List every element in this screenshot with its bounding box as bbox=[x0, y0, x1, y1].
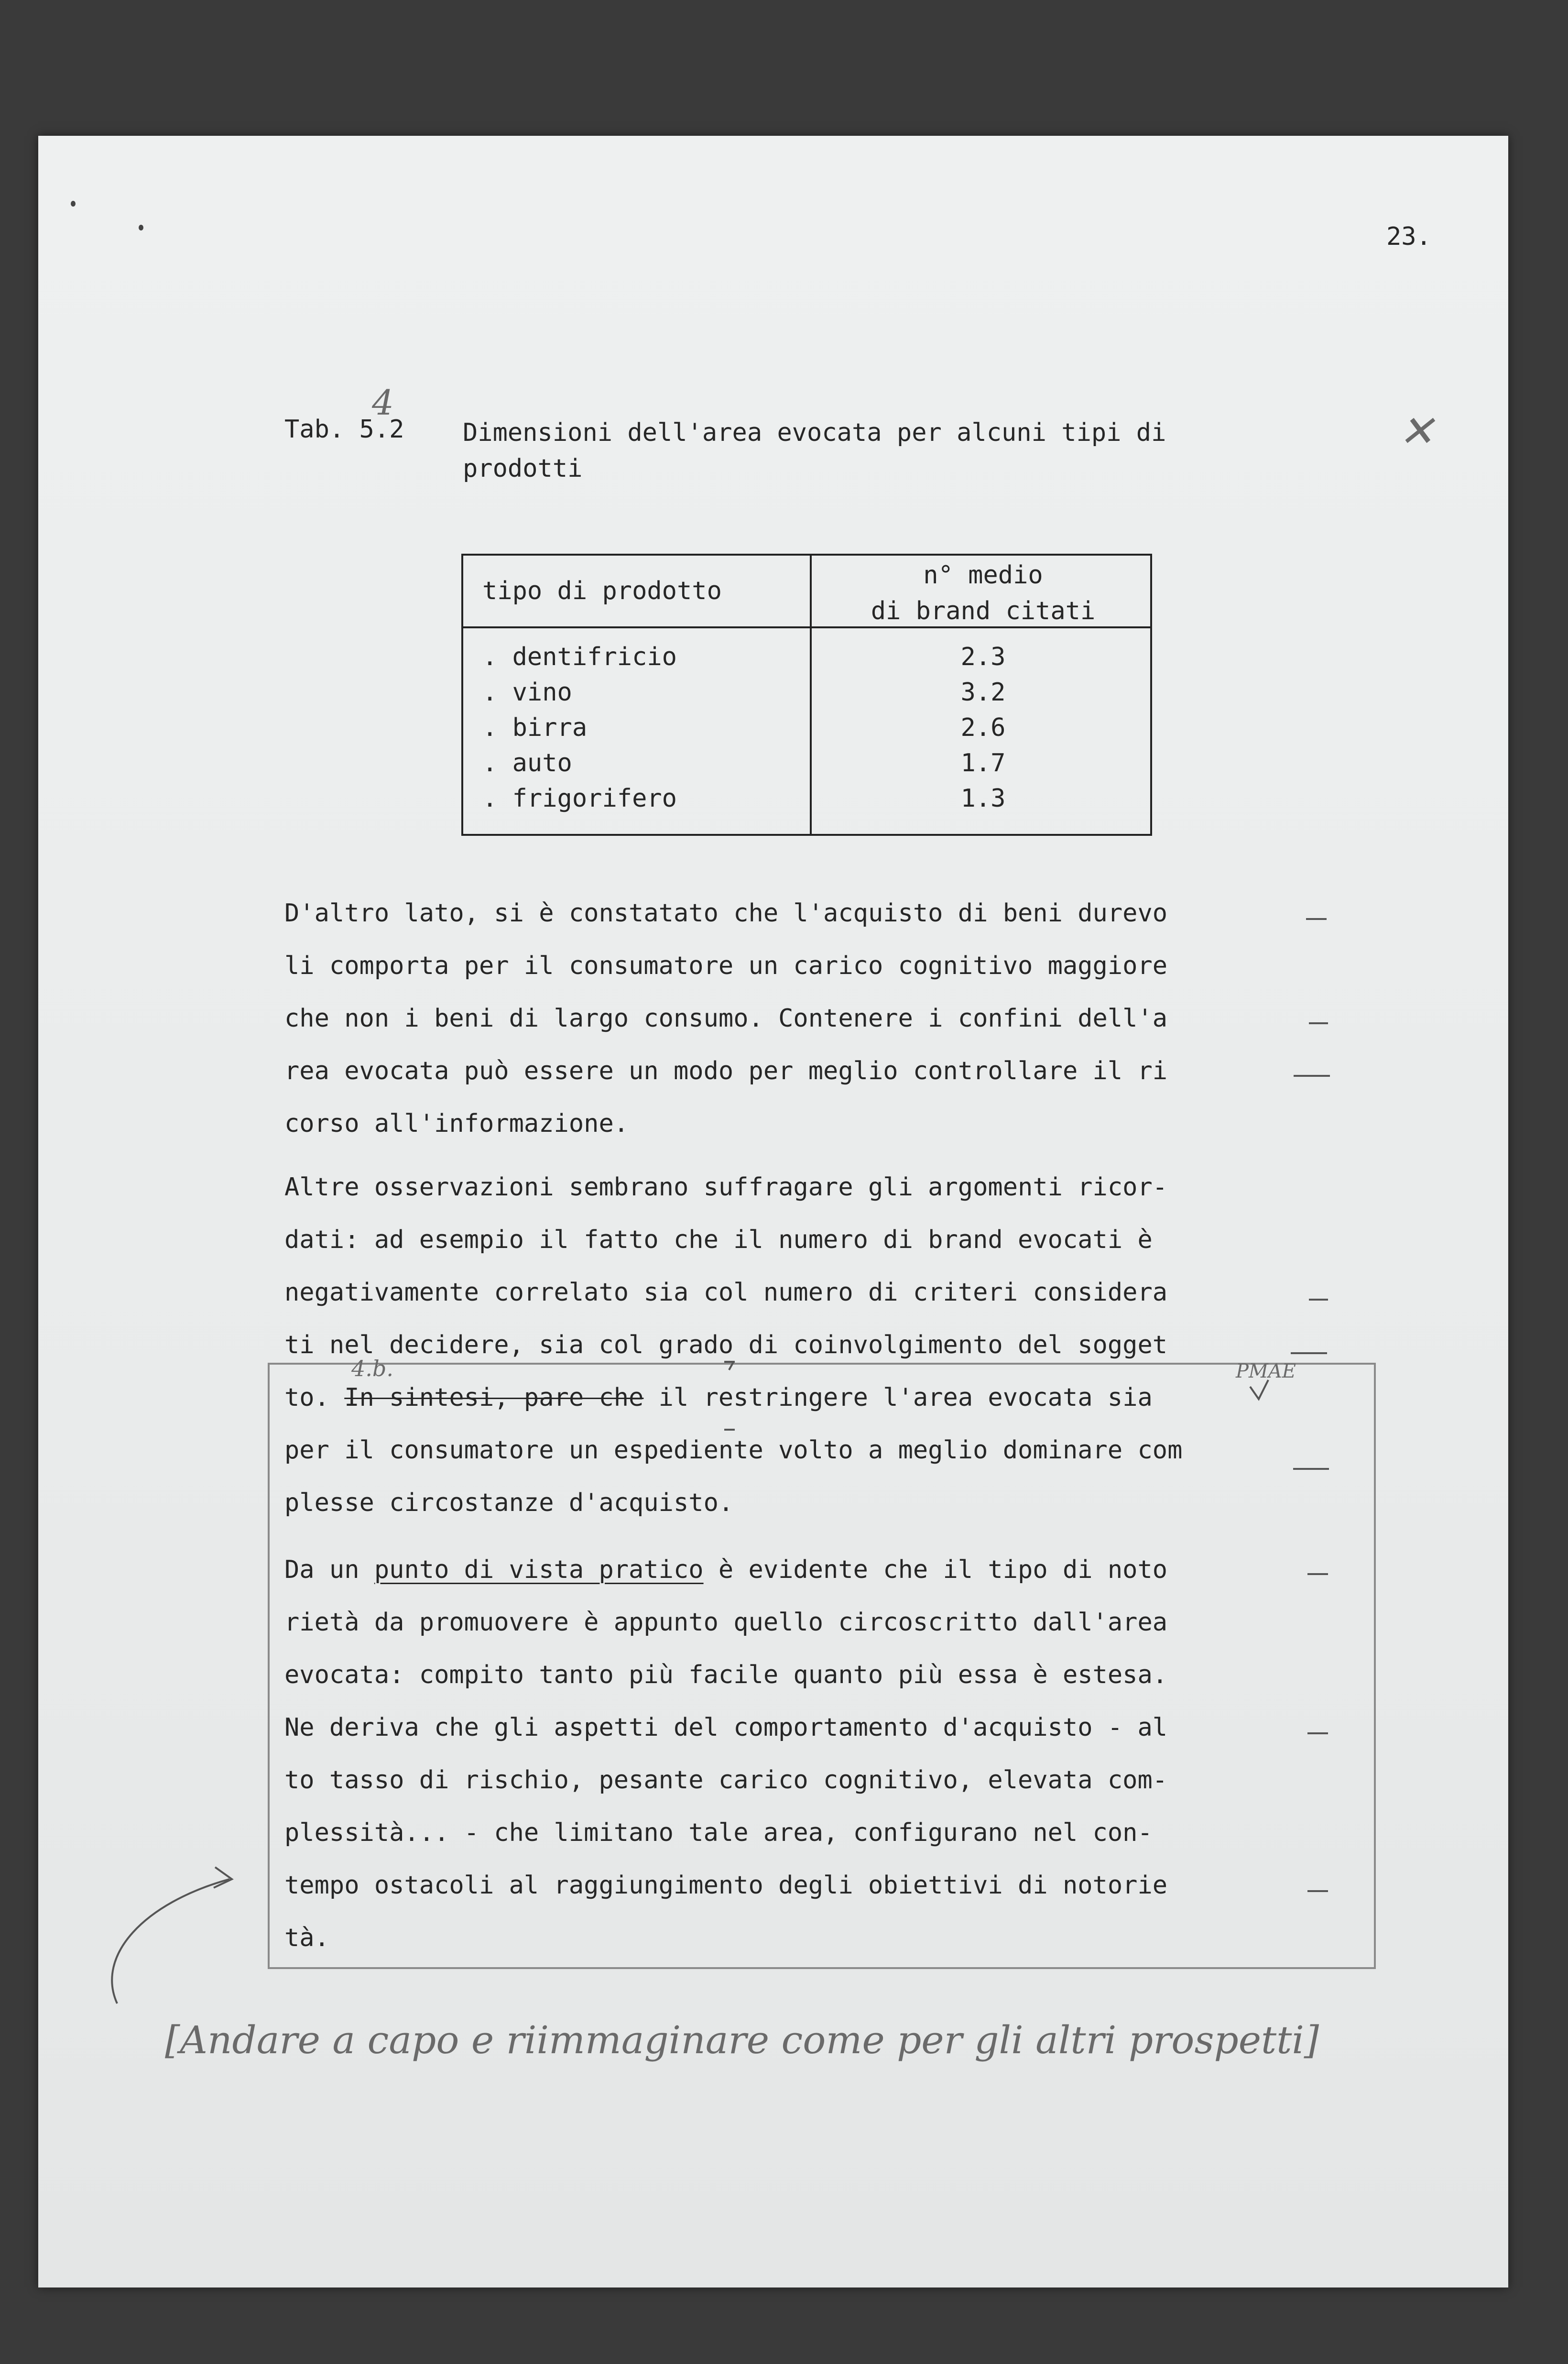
table-cell-product: . birra bbox=[482, 713, 588, 742]
text-line: tempo ostacoli al raggiungimento degli obiettivi di notorie bbox=[284, 1871, 1168, 1900]
text-fragment: è evidente che il tipo di noto bbox=[703, 1555, 1168, 1584]
table-cell-value: 1.3 bbox=[960, 784, 1006, 813]
table-cell-value: 2.6 bbox=[960, 713, 1006, 742]
text-fragment: Da un bbox=[284, 1555, 374, 1584]
text-line: dati: ad esempio il fatto che il numero di brand evocati è bbox=[284, 1226, 1153, 1254]
text-line: Altre osservazioni sembrano suffragare gli argomenti ricor- bbox=[284, 1173, 1168, 1202]
struck-text: In sintesi, pare che bbox=[344, 1383, 644, 1412]
text-line: tà. bbox=[284, 1924, 329, 1952]
caret-mark bbox=[724, 1361, 735, 1430]
insert-mark bbox=[1250, 1380, 1268, 1399]
text-line: ti nel decidere, sia col grado di coinvolgimento del sogget bbox=[284, 1331, 1168, 1359]
page-number: 23. bbox=[1386, 222, 1431, 251]
text-line: rietà da promuovere è appunto quello circoscritto dall'area bbox=[284, 1608, 1168, 1637]
text-line: corso all'informazione. bbox=[284, 1109, 629, 1138]
table-header-value: di brand citati bbox=[871, 597, 1096, 625]
text-line: plesse circostanze d'acquisto. bbox=[284, 1488, 734, 1517]
pencil-note: 4.b. bbox=[351, 1356, 393, 1381]
table-cell-product: . frigorifero bbox=[482, 784, 677, 813]
table-cell-value: 1.7 bbox=[960, 749, 1006, 777]
table-cell-product: . vino bbox=[482, 678, 572, 707]
text-fragment: to. bbox=[284, 1383, 345, 1412]
text-line: che non i beni di largo consumo. Contenere i confini dell'a bbox=[284, 1004, 1168, 1033]
text-line: Ne deriva che gli aspetti del comportamento d'acquisto - al bbox=[284, 1713, 1168, 1742]
table-label: Tab. 5.2 bbox=[284, 415, 404, 444]
text-line: negativamente correlato sia col numero di criteri considera bbox=[284, 1278, 1168, 1307]
text-line: to tasso di rischio, pesante carico cognitivo, elevata com- bbox=[284, 1766, 1168, 1795]
table-title-line: Dimensioni dell'area evocata per alcuni tipi di bbox=[463, 418, 1166, 447]
table-cell-value: 3.2 bbox=[960, 678, 1006, 707]
table-header-value: n° medio bbox=[923, 561, 1043, 590]
text-line: li comporta per il consumatore un carico cognitivo maggiore bbox=[284, 952, 1168, 980]
margin-check-mark: ✕ bbox=[1398, 406, 1435, 457]
arrow-mark bbox=[112, 1879, 229, 2003]
table-cell-product: . dentifricio bbox=[482, 643, 677, 671]
table-header-product: tipo di prodotto bbox=[482, 577, 722, 605]
text-line: D'altro lato, si è constatato che l'acquisto di beni durevo bbox=[284, 899, 1168, 928]
text-fragment: il restringere l'area evocata sia bbox=[643, 1383, 1153, 1412]
table-cell-product: . auto bbox=[482, 749, 572, 777]
text-line: plessità... - che limitano tale area, configurano nel con- bbox=[284, 1818, 1153, 1847]
table-title-line: prodotti bbox=[463, 454, 583, 483]
pencil-note: PMAE bbox=[1236, 1360, 1296, 1382]
handwritten-note: [Andare a capo e riimmaginare come per gli altri prospetti] bbox=[165, 2018, 1319, 2062]
handwritten-correction: 4 bbox=[372, 383, 394, 423]
arrow-head-mark bbox=[214, 1867, 232, 1888]
underlined-text: punto di vista pratico bbox=[374, 1555, 704, 1584]
text-line: per il consumatore un espediente volto a meglio dominare com bbox=[284, 1436, 1183, 1465]
text-line: rea evocata può essere un modo per meglio controllare il ri bbox=[284, 1057, 1168, 1085]
table-cell-value: 2.3 bbox=[960, 643, 1006, 671]
text-line: evocata: compito tanto più facile quanto più essa è estesa. bbox=[284, 1661, 1168, 1689]
